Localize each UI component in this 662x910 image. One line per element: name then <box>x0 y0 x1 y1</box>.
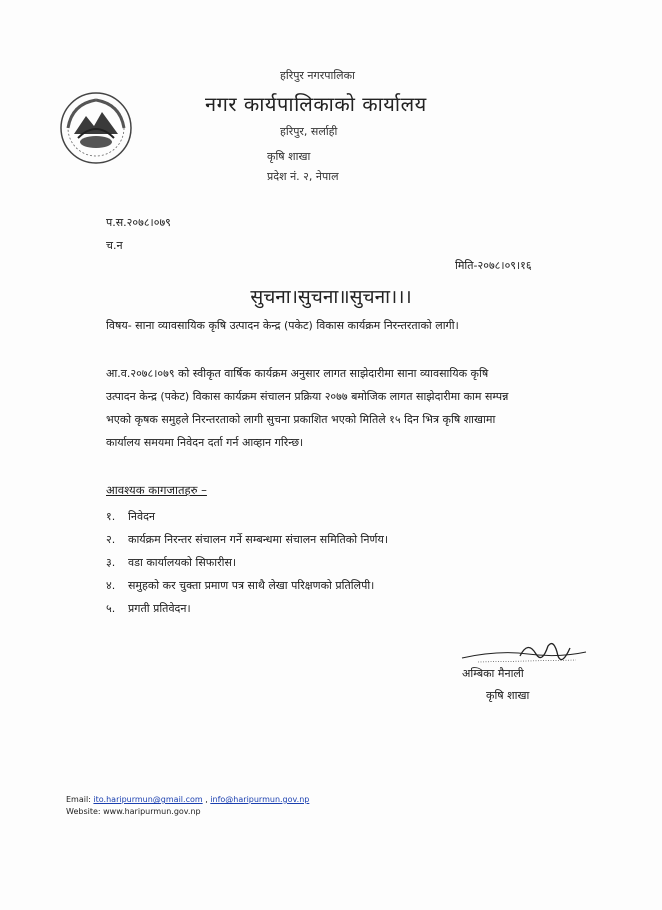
notice-heading: सुचना।सुचना॥सुचना।।। <box>250 286 412 308</box>
item-text: वडा कार्यालयको सिफारीस। <box>128 556 237 569</box>
signatory-role: कृषि शाखा <box>486 689 530 702</box>
reference-number: प.स.२०७८।०७९ <box>106 216 171 229</box>
item-number: ४. <box>106 579 116 592</box>
email-label: Email: <box>66 795 94 804</box>
list-item <box>106 528 388 551</box>
list-item <box>106 574 388 597</box>
signatory-name: अम्बिका मैनाली <box>462 667 524 680</box>
list-item <box>106 505 388 528</box>
item-text: प्रगती प्रतिवेदन। <box>128 602 191 615</box>
website-link[interactable]: www.haripurmun.gov.np <box>103 807 201 816</box>
item-number: २. <box>106 533 116 546</box>
footer-email-line <box>66 794 309 806</box>
notice-subject: विषय- साना व्यावसायिक कृषि उत्पादन केन्द्र (पकेट) विकास कार्यक्रम निरन्तरताको लागी। <box>106 319 459 332</box>
item-number: ३. <box>106 556 116 569</box>
notice-date: मिति-२०७८।०९।१६ <box>455 259 532 272</box>
body-line: कार्यालय समयमा निवेदन दर्ता गर्न आव्हान गरिन्छ। <box>106 436 304 449</box>
dispatch-number: च.न <box>106 239 123 252</box>
office-title: नगर कार्यपालिकाको कार्यालय <box>205 92 427 116</box>
item-number: ५. <box>106 602 116 615</box>
municipality-name: हरिपुर नगरपालिका <box>280 69 355 82</box>
item-text: निवेदन <box>128 510 156 523</box>
notice-body <box>106 362 561 454</box>
address-line-2: कृषि शाखा <box>267 150 311 163</box>
item-number: १. <box>106 510 116 523</box>
footer-contact <box>66 794 309 818</box>
website-label: Website: <box>66 807 104 816</box>
email-separator: , <box>202 795 211 804</box>
item-text: कार्यक्रम निरन्तर संचालन गर्ने सम्बन्धमा संचालन समितिको निर्णय। <box>128 533 389 546</box>
list-item <box>106 551 388 574</box>
required-documents-list <box>106 505 388 620</box>
nepal-emblem-seal <box>58 90 134 166</box>
address-line-1: हरिपुर, सर्लाही <box>280 125 338 138</box>
email-link-primary[interactable]: ito.haripurmun@gmail.com <box>93 795 203 804</box>
item-text: समुहको कर चुक्ता प्रमाण पत्र साथै लेखा परिक्षणको प्रतिलिपी। <box>128 579 375 592</box>
footer-website-line <box>66 806 309 818</box>
body-line: भएको कृषक समुहले निरन्तरताको लागी सुचना प्रकाशित भएको मितिले १५ दिन भित्र कृषि शाखामा <box>106 413 496 426</box>
body-line: आ.व.२०७८।०७९ को स्वीकृत वार्षिक कार्यक्रम अनुसार लागत साझेदारीमा साना व्यावसायिक कृषि <box>106 367 489 380</box>
required-documents-title: आवश्यक कागजातहरु – <box>106 483 207 497</box>
address-line-3: प्रदेश नं. २, नेपाल <box>267 170 339 183</box>
email-link-secondary[interactable]: info@haripurmun.gov.np <box>210 795 310 804</box>
body-line: उत्पादन केन्द्र (पकेट) विकास कार्यक्रम संचालन प्रक्रिया २०७७ बमोजिक लागत साझेदारीमा काम सम्पन्न <box>106 390 509 403</box>
list-item <box>106 597 388 620</box>
